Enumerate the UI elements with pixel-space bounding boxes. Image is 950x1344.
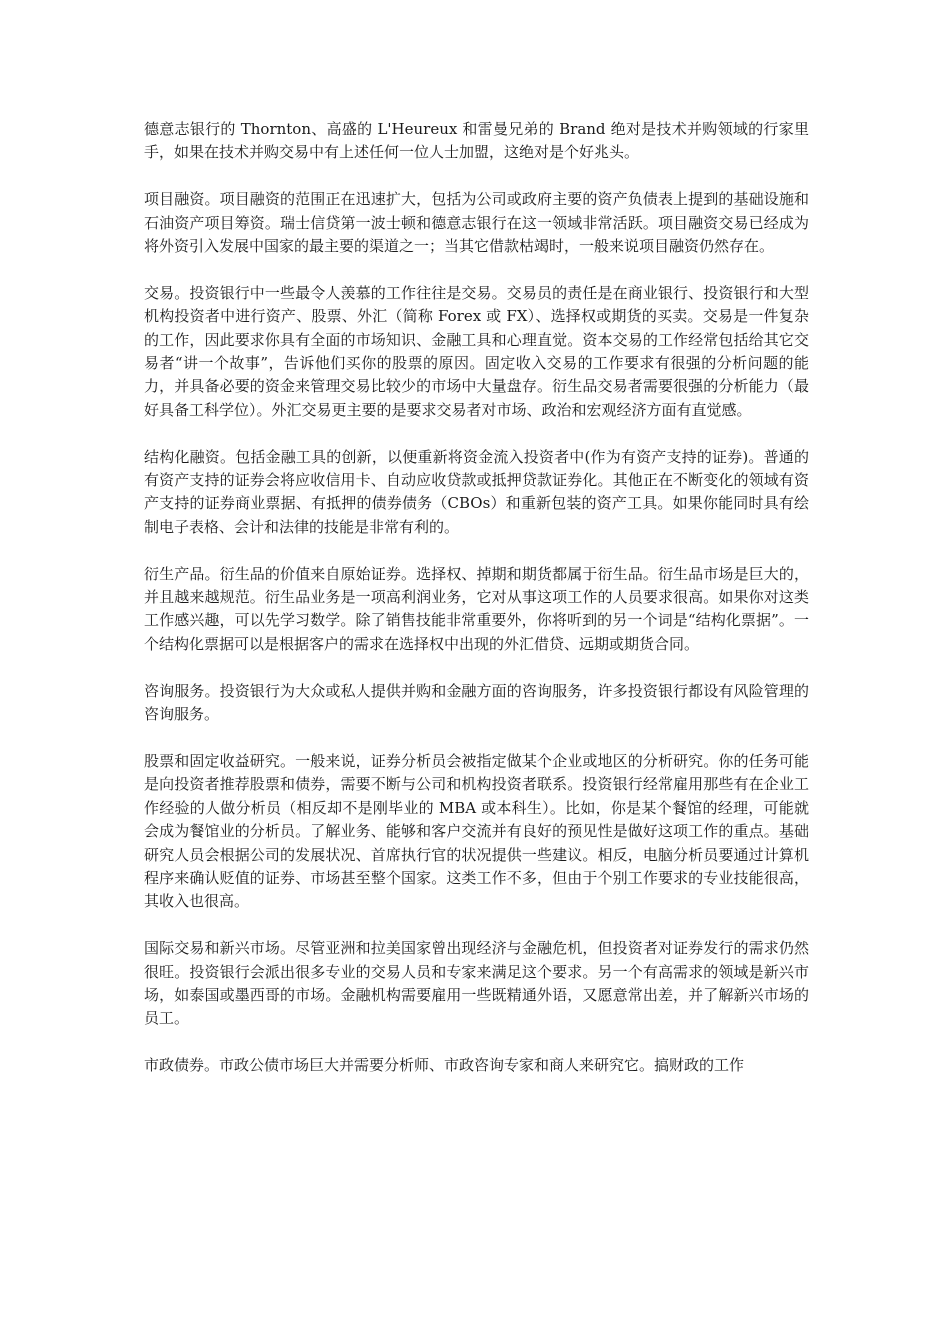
paragraph-structured-finance: 结构化融资。包括金融工具的创新，以便重新将资金流入投资者中(作为有资产支持的证券)。普通的有资产支持的证券会将应收信用卡、自动应收贷款或抵押贷款证券化。其他正在不断变化的领域有资产支持的证券商业票据、有抵押的债券债务（CBOs）和重新包装的资产工具。如果你能同时具有绘制电子表格、会计和法律的技能是非常有利的。 [144, 447, 809, 536]
paragraph-advisory-services: 咨询服务。投资银行为大众或私人提供并购和金融方面的咨询服务，许多投资银行都设有风险管理的咨询服务。 [144, 681, 809, 724]
paragraph-municipal-bonds: 市政债券。市政公债市场巨大并需要分析师、市政咨询专家和商人来研究它。搞财政的工作 [144, 1056, 745, 1075]
document-body [144, 118, 809, 1078]
paragraph-tech-mna-experts: 德意志银行的 Thornton、高盛的 L'Heureux 和雷曼兄弟的 Brand 绝对是技术并购领域的行家里手，如果在技术并购交易中有上述任何一位人士加盟，这绝对是个好兆头。 [144, 120, 809, 162]
paragraph-emerging-markets: 国际交易和新兴市场。尽管亚洲和拉美国家曾出现经济与金融危机，但投资者对证券发行的需求仍然很旺。投资银行会派出很多专业的交易人员和专家来满足这个要求。另一个有高需求的领域是新兴市场，如泰国或墨西哥的市场。金融机构需要雇用一些既精通外语，又愿意常出差，并了解新兴市场的员工。 [144, 939, 809, 1028]
paragraph-derivatives: 衍生产品。衍生品的价值来自原始证券。选择权、掉期和期货都属于衍生品。衍生品市场是巨大的，并且越来越规范。衍生品业务是一项高利润业务，它对从事这项工作的人员要求很高。如果你对这类工作感兴趣，可以先学习数学。除了销售技能非常重要外，你将听到的另一个词是“结构化票据”。一个结构化票据可以是根据客户的需求在选择权中出现的外汇借贷、远期或期货合同。 [144, 564, 809, 653]
paragraph-project-finance: 项目融资。项目融资的范围正在迅速扩大，包括为公司或政府主要的资产负债表上提到的基础设施和石油资产项目筹资。瑞士信贷第一波士顿和德意志银行在这一领域非常活跃。项目融资交易已经成为将外资引入发展中国家的最主要的渠道之一；当其它借款枯竭时，一般来说项目融资仍然存在。 [144, 190, 809, 256]
paragraph-trading: 交易。投资银行中一些最令人羡慕的工作往往是交易。交易员的责任是在商业银行、投资银行和大型机构投资者中进行资产、股票、外汇（简称 Forex 或 FX）、选择权或期货的买卖。交易是一件复杂的工作，因此要求你具有全面的市场知识、金融工具和心理直觉。资本交易的工作经常包括给其它交易者“讲一个故事”，告诉他们买你的股票的原因。固定收入交易的工作要求有很强的分析问题的能力，并具备必要的资金来管理交易比较少的市场中大量盘存。衍生品交易者需要很强的分析能力（最好具备工科学位）。外汇交易更主要的是要求交易者对市场、政治和宏观经济方面有直觉感。 [144, 283, 809, 419]
paragraph-equity-research: 股票和固定收益研究。一般来说，证券分析员会被指定做某个企业或地区的分析研究。你的任务可能是向投资者推荐股票和债券，需要不断与公司和机构投资者联系。投资银行经常雇用那些有在企业工作经验的人做分析员（相反却不是刚毕业的 MBA 或本科生）。比如，你是某个餐馆的经理，可能就会成为餐馆业的分析员。了解业务、能够和客户交流并有良好的预见性是做好这项工作的重点。基础研究人员会根据公司的发展状况、首席执行官的状况提供一些建议。相反，电脑分析员要通过计算机程序来确认贬值的证券、市场甚至整个国家。这类工作不多，但由于个别工作要求的专业技能很高，其收入也很高。 [144, 751, 809, 911]
